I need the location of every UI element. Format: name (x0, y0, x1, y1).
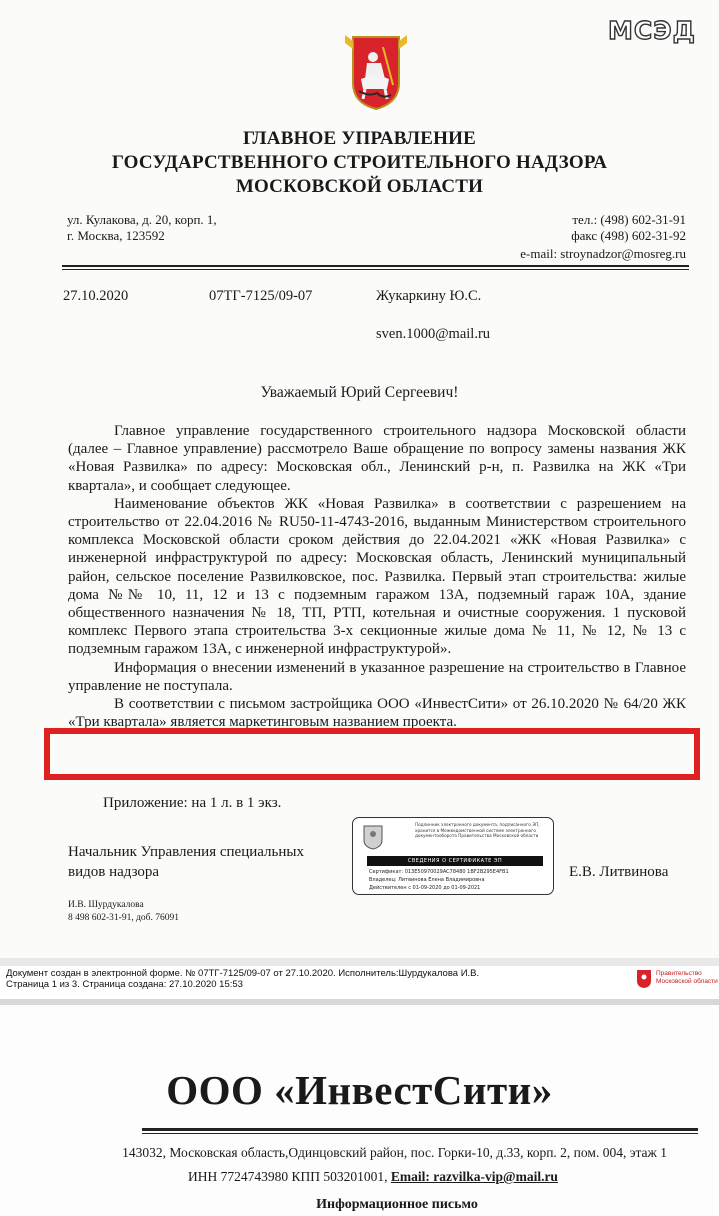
fax: факс (498) 602-31-92 (571, 228, 686, 243)
signer-name: Е.В. Литвинова (569, 864, 669, 880)
highlight-frame (44, 728, 700, 780)
email: e-mail: stroynadzor@mosreg.ru (520, 246, 686, 261)
executor-phone: 8 498 602-31-91, доб. 76091 (68, 913, 179, 923)
recipient-email: sven.1000@mail.ru (376, 326, 491, 342)
gov-line1: Правительство (656, 970, 702, 977)
company-rule (142, 1128, 698, 1131)
stamp-coat-icon (361, 824, 385, 850)
gov-line2: Московской области (656, 977, 718, 985)
stamp-note: Подлинник электронного документа, подписанного ЭП, хранится в Межведомственной системе электронного документооборота Правительства Московской области (415, 822, 540, 838)
msed-stamp: МСЭД (608, 16, 696, 45)
paragraph-3: Информация о внесении изменений в указанное разрешение на строительство в Главное управление не поступала. (68, 659, 686, 694)
stamp-header: СВЕДЕНИЯ О СЕРТИФИКАТЕ ЭП (367, 856, 543, 866)
tel: тел.: (498) 602-31-91 (572, 212, 686, 227)
org-title-line1: ГЛАВНОЕ УПРАВЛЕНИЕ (243, 128, 476, 149)
letter-number: 07ТГ-7125/09-07 (209, 288, 313, 304)
footer-line1: Документ создан в электронной форме. № 07ТГ-7125/09-07 от 27.10.2020. Исполнитель:Шурдукалова И.В. (6, 968, 480, 979)
company-email: Email: razvilka-vip@mail.ru (390, 1169, 558, 1184)
paragraph-1: Главное управление государственного строительного надзора Московской области (далее – Главное управление) рассмотрело Ваше обращение по вопросу замены названия ЖК «Новая Развилка» по адресу: Московская обл., Ленинский р-н, п. Развилка на ЖК «Три квартала», и сообщает следующее. (68, 423, 686, 494)
header-rule (62, 265, 689, 267)
coat-of-arms-icon (339, 33, 413, 111)
paragraph-4: В соответствии с письмом застройщика ООО «ИнвестСити» от 26.10.2020 № 64/20 ЖК «Три квартала» является маркетинговым названием проекта. (68, 696, 686, 731)
gov-mo-logo-icon (636, 969, 652, 989)
signer-title-line2: видов надзора (68, 864, 160, 880)
e-signature-stamp (352, 817, 554, 895)
company-inn: ИНН 7724743980 КПП 503201001, (188, 1169, 388, 1184)
company-address: 143032, Московская область,Одинцовский район, пос. Горки-10, д.33, корп. 2, пом. 004, этаж 1 (122, 1145, 667, 1160)
paragraph-2: Наименование объектов ЖК «Новая Развилка» в соответствии с разрешением на строительство от 22.04.2016 № RU50-11-4743-2016, выданным Министерством строительного комплекса Московской области сроком действия до 22.04.2021 «ЖК «Новая Развилка» с инженерной инфраструктурой по адресу: Московская область, Ленинский муниципальный район, сельское поселение Развилковское, пос. Развилка. Первый этап строительства: жилые дома №№ 10, 11, 12 и 13 с подземным гаражом 13А, подземный гараж 10А, здание общественного назначения № 18, ТП, РТП, котельная и очистные сооружения. 1 пусковой комплекс Первого этапа строительства 3-х секционные жилые дома № 11, № 12, № 13 с подземным гаражом 13А, с инженерной инфраструктурой». (68, 495, 686, 658)
header-rule-thin (62, 269, 689, 270)
stamp-valid: Действителен с 01-09-2020 до 01-09-2021 (369, 885, 481, 891)
company-rule-thin (142, 1133, 698, 1134)
doc-title: Информационное письмо (316, 1197, 478, 1212)
footer-separator (0, 958, 719, 966)
recipient-name: Жукаркину Ю.С. (376, 288, 482, 304)
org-title-line3: МОСКОВСКОЙ ОБЛАСТИ (235, 176, 484, 197)
footer-line2: Страница 1 из 3. Страница создана: 27.10.2020 15:53 (6, 979, 243, 990)
company-title: ООО «ИнвестСити» (166, 1067, 553, 1113)
document-footer (0, 966, 719, 999)
salutation: Уважаемый Юрий Сергеевич! (260, 384, 459, 401)
footer-text (6, 968, 479, 990)
signer-title-line1: Начальник Управления специальных (68, 844, 304, 860)
executor-name: И.В. Шурдукалова (68, 900, 144, 910)
address-line1: ул. Кулакова, д. 20, корп. 1, (67, 212, 217, 227)
stamp-owner: Владелец: Литвинова Елена Владимировна (369, 877, 485, 883)
gov-mo-text (656, 970, 718, 985)
letter-body (68, 422, 686, 731)
stamp-certificate: Сертификат: 013E50970029AC78480 1BF2B295E4FB1 (369, 869, 509, 875)
address-line2: г. Москва, 123592 (67, 228, 165, 243)
company-requisites (188, 1169, 558, 1185)
letter-date: 27.10.2020 (63, 288, 129, 304)
attachment-note: Приложение: на 1 л. в 1 экз. (103, 795, 282, 811)
org-title-line2: ГОСУДАРСТВЕННОГО СТРОИТЕЛЬНОГО НАДЗОРА (111, 152, 608, 173)
